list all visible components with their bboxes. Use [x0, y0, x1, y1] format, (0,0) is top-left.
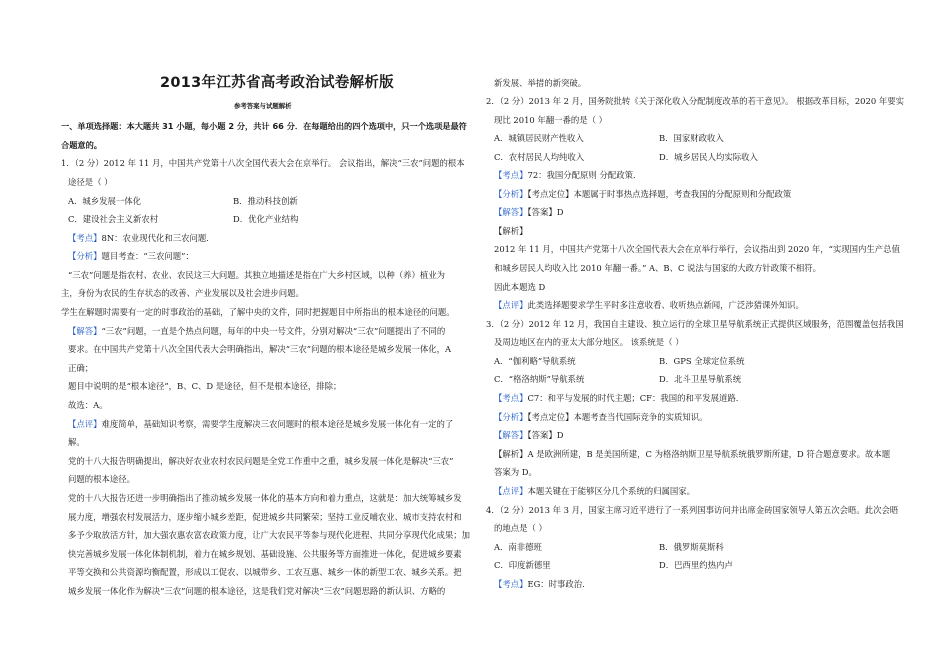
- fenxi-text: 【考点定位】本题考查当代国际竞争的实质知识。: [527, 412, 708, 422]
- kaodian-line: [494, 392, 744, 404]
- fenxi-text: 题目考查：“三农问题”：: [101, 251, 194, 261]
- paragraph-line: 2012 年 11 月，中国共产党第十八次全国代表大会在京举行举行，会议指出到 2020 年，“实现国内生产总值: [494, 244, 900, 254]
- dianping-tag: 【点评】: [68, 419, 102, 429]
- paragraph-line: 因此本题选 D: [494, 282, 546, 292]
- paragraph-line: 正确；: [68, 363, 94, 373]
- jiexi-heading: 【解析】: [494, 226, 528, 236]
- jieda-line: [494, 206, 564, 218]
- page-title: 2013年江苏省高考政治试卷解析版: [160, 75, 394, 91]
- jieda-text: “三农”问题，一直是个热点问题，每年的中央一号文件，分别对解决“三农”问题提出了不同的: [101, 326, 446, 336]
- paragraph-line: 学生在解题时需要有一定的时事政治的基础，了解中央的文件，同时把握题目中所指出的根本途径的问题。: [61, 307, 455, 317]
- paragraph-line: 【解析】A 是欧洲所建，B 是美国所建，C 为格洛纳斯卫星导航系统俄罗斯所建，D 符合题意要求。故本题: [494, 449, 891, 459]
- question-1-option-c: C．建设社会主义新农村: [68, 214, 159, 224]
- fenxi-tag: 【分析】: [68, 251, 102, 261]
- jieda-tag: 【解答】: [68, 326, 102, 336]
- question-4-option-b: B．俄罗斯莫斯科: [659, 542, 724, 552]
- paragraph-line: 故选：A。: [68, 400, 108, 410]
- kaodian-text: EG：时事政治．: [527, 579, 591, 589]
- question-2-stem-cont: 现比 2010 年翻一番的是（ ）: [494, 115, 608, 125]
- dianping-line: [494, 485, 695, 497]
- kaodian-tag: 【考点】: [494, 393, 528, 403]
- question-1-stem: 1．（2 分）2012 年 11 月，中国共产党第十八次全国代表大会在京举行。 会议指出，解决“三农”问题的根本: [61, 158, 465, 168]
- section-heading: 一、单项选择题：本大题共 31 小题，每小题 2 分，共计 66 分．在每题给出的四个选项中，只一个选项是最符: [61, 121, 467, 131]
- fenxi-text: 【考点定位】本题属于时事热点选择题，考查我国的分配原则和分配政策: [527, 189, 792, 199]
- kaodian-line: [494, 169, 641, 181]
- jieda-tag: 【解答】: [494, 207, 528, 217]
- question-3-stem-cont: 及周边地区在内的亚太大部分地区。 该系统是（ ）: [494, 337, 684, 347]
- question-1-option-a: A．城乡发展一体化: [68, 196, 142, 206]
- paragraph-line: 主，身份为农民的生存状态的改善、产业发展以及社会进步问题。: [61, 288, 304, 298]
- page-subtitle: 参考答案与试题解析: [234, 102, 292, 110]
- fenxi-line: [68, 250, 194, 262]
- question-1-option-d: D．优化产业结构: [233, 214, 299, 224]
- question-1-option-b: B．推动科技创新: [233, 196, 298, 206]
- paragraph-line: 答案为 D。: [494, 467, 537, 477]
- fenxi-tag: 【分析】: [494, 189, 528, 199]
- jieda-tag: 【解答】: [494, 430, 528, 440]
- paragraph-line: 和城乡居民人均收入比 2010 年翻一番。” A、B、C 说法与国家的大政方针政策不相符。: [494, 263, 822, 273]
- fenxi-line: [494, 188, 791, 200]
- question-4-option-a: A．南非德班: [494, 542, 542, 552]
- paragraph-line: 解。: [68, 437, 85, 447]
- question-3-option-c: C．“格洛纳斯”导航系统: [494, 374, 585, 384]
- paragraph-line: 平等交换和公共资源均衡配置，形成以工促农、以城带乡、工农互惠、城乡一体的新型工农、城乡关系。把: [68, 567, 462, 577]
- question-4-stem-cont: 的地点是（ ）: [494, 523, 547, 533]
- jieda-line: [68, 325, 445, 337]
- dianping-text: 本题关键在于能够区分几个系统的归属国家。: [527, 486, 695, 496]
- kaodian-text: 72：我国分配原则 分配政策．: [527, 170, 642, 180]
- jieda-line: [494, 429, 564, 441]
- paragraph-line: 党的十八大报告还进一步明确指出了推动城乡发展一体化的基本方向和着力重点，这就是：加大统筹城乡发: [68, 493, 462, 503]
- paragraph-line: 题目中说明的是“根本途径”，B、C、D 是途径，但不是根本途径，排除；: [68, 381, 342, 391]
- question-3-option-d: D．北斗卫星导航系统: [659, 374, 742, 384]
- paragraph-line: 党的十八大报告明确提出，解决好农业农村农民问题是全党工作重中之重，城乡发展一体化是解决“三农”: [68, 456, 454, 466]
- question-2-option-c: C．农村居民人均纯收入: [494, 152, 585, 162]
- question-1-stem-cont: 途径是（ ）: [68, 177, 113, 187]
- jieda-text: 【答案】D: [527, 430, 564, 440]
- jieda-text: 【答案】D: [527, 207, 564, 217]
- kaodian-tag: 【考点】: [68, 233, 102, 243]
- paragraph-line: 新发展、举措的新突破。: [494, 78, 587, 88]
- question-3-option-b: B．GPS 全球定位系统: [659, 356, 745, 366]
- section-heading-cont: 合题意的。: [61, 140, 102, 150]
- fenxi-tag: 【分析】: [494, 412, 528, 422]
- dianping-line: [68, 418, 453, 430]
- question-2-option-a: A．城镇居民财产性收入: [494, 133, 584, 143]
- kaodian-tag: 【考点】: [494, 170, 528, 180]
- dianping-tag: 【点评】: [494, 300, 528, 310]
- kaodian-text: C7：和平与发展的时代主题；CF：我国的和平发展道路．: [527, 393, 745, 403]
- question-2-stem: 2．（2 分）2013 年 2 月，国务院批转《关于深化收入分配制度改革的若干意见》。 根据改革目标，2020 年要实: [486, 96, 904, 106]
- kaodian-tag: 【考点】: [494, 579, 528, 589]
- question-4-option-d: D．巴西里约热内卢: [659, 560, 733, 570]
- fenxi-line: [494, 411, 708, 423]
- paragraph-line: 城乡发展一体化作为解决“三农”问题的根本途径，这是我们党对解决“三农”问题思路的新认识、方略的: [68, 586, 446, 596]
- paragraph-line: 快完善城乡发展一体化体制机制，着力在城乡规划、基础设施、公共服务等方面推进一体化，促进城乡要素: [68, 549, 462, 559]
- question-3-stem: 3．（2 分）2012 年 12 月，我国自主建设、独立运行的全球卫星导航系统正式提供区域服务，范围覆盖包括我国: [486, 319, 904, 329]
- question-4-stem: 4．（2 分）2013 年 3 月，国家主席习近平进行了一系列国事访问并出席金砖国家领导人第五次会晤。此次会晤: [486, 505, 899, 515]
- dianping-text: 此类选择题要求学生平时多注意收看、收听热点新闻，广泛涉猎课外知识。: [527, 300, 804, 310]
- question-4-option-c: C．印度新德里: [494, 560, 551, 570]
- kaodian-text: 8N：农业现代化和三农问题．: [101, 233, 215, 243]
- question-2-option-d: D．城乡居民人均实际收入: [659, 152, 758, 162]
- paragraph-line: 要求。在中国共产党第十八次全国代表大会明确指出，解决“三农”问题的根本途径是城乡发展一体化，A: [68, 344, 452, 354]
- dianping-line: [494, 299, 804, 311]
- question-3-option-a: A．“伽利略”导航系统: [494, 356, 576, 366]
- paragraph-line: 多予少取放活方针，加大强农惠农富农政策力度，让广大农民平等参与现代化进程、共同分享现代化成果；加: [68, 530, 470, 540]
- kaodian-line: [494, 578, 591, 590]
- paragraph-line: 展力度，增强农村发展活力，逐步缩小城乡差距，促进城乡共同繁荣；坚持工业反哺农业、城市支持农村和: [68, 512, 462, 522]
- dianping-text: 难度简单，基础知识考察，需要学生度解决三农问题时的根本途径是城乡发展一体化有一定的了: [101, 419, 454, 429]
- question-2-option-b: B．国家财政收入: [659, 133, 724, 143]
- dianping-tag: 【点评】: [494, 486, 528, 496]
- paragraph-line: 问题的根本途径。: [68, 474, 135, 484]
- paragraph-line: “三农”问题是指农村、农业、农民这三大问题。其独立地描述是指在广大乡村区域，以种（养）植业为: [68, 270, 446, 280]
- kaodian-line: [68, 232, 215, 244]
